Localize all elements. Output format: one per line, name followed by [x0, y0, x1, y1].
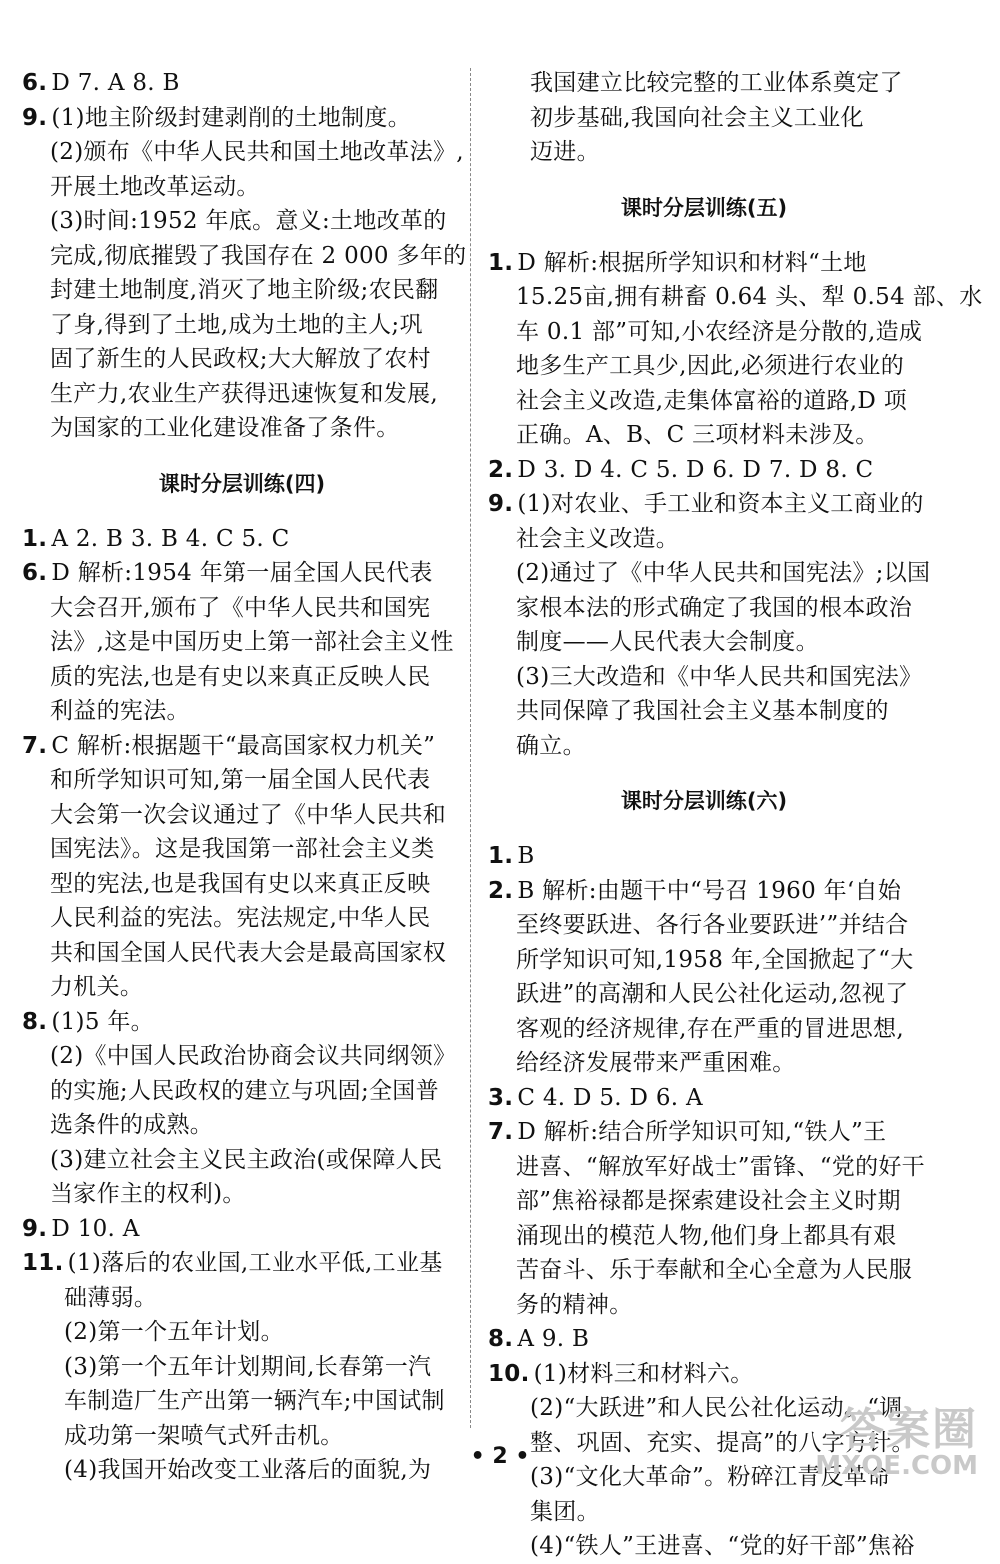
answer-line: [22, 763, 462, 798]
answer-text: 地多生产工具少,因此,必须进行农业的: [516, 353, 905, 379]
answer-line: [22, 625, 462, 660]
answer-text: (2)通过了《中华人民共和国宪法》;以国: [516, 560, 931, 586]
answer-item: [488, 453, 920, 488]
answer-text: 初步基础,我国向社会主义工业化: [530, 104, 864, 131]
answer-text: 车制造厂生产出第一辆汽车;中国试制: [64, 1388, 445, 1414]
question-number: 1.: [488, 843, 514, 869]
answer-text: D 7. A 8. B: [51, 70, 180, 96]
answer-text: 进喜、“解放军好战士”雷锋、“党的好干: [516, 1153, 925, 1180]
answer-item: [488, 874, 920, 909]
answer-text: 固了新生的人民政权;大大解放了农村: [50, 346, 431, 372]
question-number: 6.: [22, 70, 48, 96]
answer-text: A 9. B: [517, 1326, 590, 1352]
section-heading: 课时分层训练(五): [620, 195, 788, 220]
question-number: 6.: [22, 560, 48, 586]
answer-text: 共同保障了我国社会主义基本制度的: [516, 698, 889, 724]
answer-text: (4)我国开始改变工业落后的面貌,为: [64, 1457, 432, 1483]
answer-line: [488, 625, 920, 660]
answer-text: 苦奋斗、乐于奉献和全心全意为人民服: [516, 1257, 913, 1283]
answer-line: [22, 411, 462, 446]
answer-item: [22, 729, 462, 764]
answer-text: 社会主义改造。: [516, 525, 680, 552]
question-number: 1.: [488, 249, 514, 276]
answer-line: [22, 204, 462, 239]
answer-line: [488, 1288, 920, 1323]
answer-text: 涌现出的模范人物,他们身上都具有艰: [516, 1222, 897, 1249]
answer-text: 人民利益的宪法。宪法规定,中华人民: [50, 905, 431, 931]
answer-item: [22, 1246, 462, 1281]
answer-line: [488, 315, 923, 350]
answer-text: 大会召开,颁布了《中华人民共和国宪: [50, 594, 431, 621]
answer-text: B 解析:由题干中“号召 1960 年‘自始: [517, 877, 902, 904]
answer-text: 开展土地改革运动。: [50, 173, 260, 200]
answer-text: 成功第一架喷气式歼击机。: [64, 1422, 344, 1449]
answer-text: 型的宪法,也是我国有史以来真正反映: [50, 870, 431, 897]
answer-text: (2)颁布《中华人民共和国土地改革法》,: [50, 139, 464, 165]
answer-item: [22, 522, 462, 557]
answer-text: 15.25亩,拥有耕畜 0.64 头、犁 0.54 部、水: [516, 284, 983, 310]
answer-line: [488, 1184, 920, 1219]
section-heading: 课时分层训练(六): [620, 789, 788, 813]
answer-line: [22, 170, 462, 205]
left-column: [22, 66, 467, 1488]
answer-text: (1)地主阶级封建剥削的土地制度。: [51, 104, 412, 131]
answer-text: 为国家的工业化建设准备了条件。: [50, 415, 400, 441]
answer-line: [22, 273, 462, 308]
answer-text: 和所学知识可知,第一届全国人民代表: [50, 767, 431, 793]
answer-line: [22, 308, 462, 343]
answer-text: (1)5 年。: [51, 1008, 154, 1035]
answer-line: [488, 384, 920, 419]
answer-item: [488, 487, 924, 522]
answer-line: [22, 1143, 462, 1178]
question-number: 1.: [22, 525, 48, 552]
answer-line: [488, 943, 920, 978]
answer-line: [22, 1281, 462, 1316]
question-number: 2.: [488, 877, 514, 904]
answer-text: (2)“大跃进”和人民公社化运动。“调: [530, 1395, 903, 1421]
answer-line: [22, 1039, 462, 1074]
answer-item: [488, 246, 920, 281]
answer-text: D 解析:1954 年第一届全国人民代表: [51, 560, 433, 586]
answer-item: [488, 1322, 920, 1357]
answer-line: [488, 522, 920, 557]
answer-line: [488, 418, 920, 453]
answer-text: 整、巩固、充实、提高”的八字方针。: [530, 1429, 915, 1456]
answer-line: [488, 135, 920, 170]
answer-line: [488, 66, 920, 101]
answer-text: 础薄弱。: [64, 1284, 158, 1311]
answer-text: (4)“铁人”王进喜、“党的好干部”焦裕: [530, 1533, 915, 1559]
answer-line: [22, 901, 462, 936]
answer-item: [488, 1081, 920, 1116]
answer-line: [22, 1350, 462, 1385]
answer-line: [22, 1108, 462, 1143]
question-number: 7.: [22, 732, 48, 759]
answer-line: [488, 101, 920, 136]
answer-text: (3)三大改造和《中华人民共和国宪法》: [516, 663, 923, 690]
answer-line: [22, 239, 467, 274]
answer-text: B: [517, 843, 535, 869]
answer-line: [22, 936, 462, 971]
answer-text: 客观的经济规律,存在严重的冒进思想,: [516, 1015, 905, 1042]
answer-text: 务的精神。: [516, 1291, 633, 1318]
answer-line: [488, 660, 923, 695]
answer-text: (2)《中国人民政治协商会议共同纲领》: [50, 1043, 457, 1069]
answer-line: [488, 591, 920, 626]
answer-item: [488, 1357, 920, 1392]
question-number: 8.: [22, 1008, 48, 1035]
answer-text: 选条件的成熟。: [50, 1112, 214, 1138]
answer-item: [488, 1115, 920, 1150]
answer-line: [488, 694, 920, 729]
answer-text: 国宪法》。这是我国第一部社会主义类: [50, 836, 435, 862]
column-divider: [470, 68, 471, 1428]
answer-text: A 2. B 3. B 4. C 5. C: [51, 525, 290, 552]
answer-line: [22, 135, 462, 170]
answer-text: (3)“文化大革命”。粉碎江青反革命: [530, 1464, 891, 1490]
answer-text: 至终要跃进、各行各业要跃进’”并结合: [516, 912, 909, 938]
answer-text: (2)第一个五年计划。: [64, 1319, 284, 1345]
question-number: 7.: [488, 1119, 514, 1145]
answer-text: 家根本法的形式确定了我国的根本政治: [516, 594, 913, 621]
answer-text: 车 0.1 部”可知,小农经济是分散的,造成: [516, 318, 923, 345]
answer-text: 生产力,农业生产获得迅速恢复和发展,: [50, 380, 439, 407]
answer-item: [488, 839, 920, 874]
answer-line: [22, 591, 462, 626]
answer-line: [22, 342, 462, 377]
answer-text: 质的宪法,也是有史以来真正反映人民: [50, 663, 431, 690]
answer-line: [22, 377, 462, 412]
answer-text: (3)时间:1952 年底。意义:土地改革的: [50, 208, 447, 234]
answer-line: [22, 1177, 462, 1212]
answer-text: 给经济发展带来严重困难。: [516, 1050, 796, 1076]
answer-item: [22, 1005, 462, 1040]
answer-text: 利益的宪法。: [50, 698, 190, 724]
answer-text: 我国建立比较完整的工业体系奠定了: [530, 70, 903, 96]
answer-text: 共和国全国人民代表大会是最高国家权: [50, 939, 447, 966]
answer-text: 部”焦裕禄都是探索建设社会主义时期: [516, 1188, 901, 1214]
answer-text: (1)对农业、手工业和资本主义工商业的: [517, 491, 924, 517]
answer-text: 的实施;人民政权的建立与巩固;全国普: [50, 1077, 439, 1104]
answer-item: [22, 101, 462, 136]
answer-text: 所学知识可知,1958 年,全国掀起了“大: [516, 946, 914, 973]
answer-line: [22, 694, 462, 729]
answer-text: 正确。A、B、C 三项材料未涉及。: [516, 422, 879, 448]
answer-line: [488, 1046, 920, 1081]
question-number: 9.: [488, 491, 514, 517]
question-number: 8.: [488, 1326, 514, 1352]
watermark-logo: [788, 1404, 978, 1482]
question-number: 9.: [22, 1215, 48, 1242]
answer-item: [22, 556, 462, 591]
right-column: [488, 66, 983, 1564]
answer-text: 了身,得到了土地,成为土地的主人;巩: [50, 311, 423, 338]
answer-line: [488, 1529, 920, 1564]
question-number: 2.: [488, 456, 514, 483]
answer-line: [488, 977, 920, 1012]
answer-line: [22, 1074, 462, 1109]
question-number: 10.: [488, 1360, 530, 1387]
question-number: 11.: [22, 1250, 64, 1276]
answer-line: [22, 660, 462, 695]
answer-text: C 解析:根据题干“最高国家权力机关”: [51, 732, 436, 759]
answer-text: 制度——人民代表大会制度。: [516, 629, 819, 655]
answer-item: [22, 66, 462, 101]
answer-text: 社会主义改造,走集体富裕的道路,D 项: [516, 387, 908, 414]
answer-line: [22, 1384, 462, 1419]
section-heading: 课时分层训练(四): [158, 471, 326, 496]
answer-line: [22, 832, 462, 867]
answer-text: (1)材料三和材料六。: [533, 1360, 754, 1387]
answer-text: 当家作主的权利)。: [50, 1181, 246, 1207]
answer-text: 确立。: [516, 732, 586, 759]
answer-text: 迈进。: [530, 139, 600, 165]
answer-text: 集团。: [530, 1498, 600, 1525]
answer-line: [22, 798, 462, 833]
answer-text: 力机关。: [50, 974, 144, 1000]
answer-text: D 解析:结合所学知识可知,“铁人”王: [517, 1119, 887, 1145]
answer-text: D 解析:根据所学知识和材料“土地: [517, 249, 867, 276]
answer-item: [22, 1212, 462, 1247]
answer-line: [488, 1150, 925, 1185]
answer-line: [488, 280, 983, 315]
watermark-glyphs: 答案圈: [840, 1404, 978, 1455]
question-number: 9.: [22, 104, 48, 131]
page-number: • 2 •: [470, 1444, 530, 1469]
answer-line: [488, 908, 920, 943]
answer-text: C 4. D 5. D 6. A: [517, 1084, 703, 1111]
answer-line: [488, 729, 920, 764]
watermark-url: MXQE.COM: [815, 1451, 978, 1481]
question-number: 3.: [488, 1084, 514, 1111]
answer-text: (3)第一个五年计划期间,长春第一汽: [64, 1353, 432, 1380]
answer-text: 完成,彻底摧毁了我国存在 2 000 多年的: [50, 242, 467, 269]
answer-text: 跃进”的高潮和人民公社化运动,忽视了: [516, 981, 909, 1007]
answer-text: 封建土地制度,消灭了地主阶级;农民翻: [50, 277, 439, 303]
answer-text: 法》,这是中国历史上第一部社会主义性: [50, 629, 454, 655]
answer-line: [22, 867, 462, 902]
answer-text: D 3. D 4. C 5. D 6. D 7. D 8. C: [517, 456, 874, 483]
answer-line: [488, 1219, 920, 1254]
answer-line: [488, 1253, 920, 1288]
answer-line: [22, 970, 462, 1005]
answer-line: [488, 556, 931, 591]
answer-text: (1)落后的农业国,工业水平低,工业基: [67, 1250, 443, 1276]
answer-line: [488, 349, 920, 384]
answer-text: (3)建立社会主义民主政治(或保障人民: [50, 1146, 443, 1173]
answer-line: [488, 1012, 920, 1047]
answer-text: D 10. A: [51, 1215, 140, 1242]
answer-line: [22, 1315, 462, 1350]
answer-text: 大会第一次会议通过了《中华人民共和: [50, 801, 447, 828]
